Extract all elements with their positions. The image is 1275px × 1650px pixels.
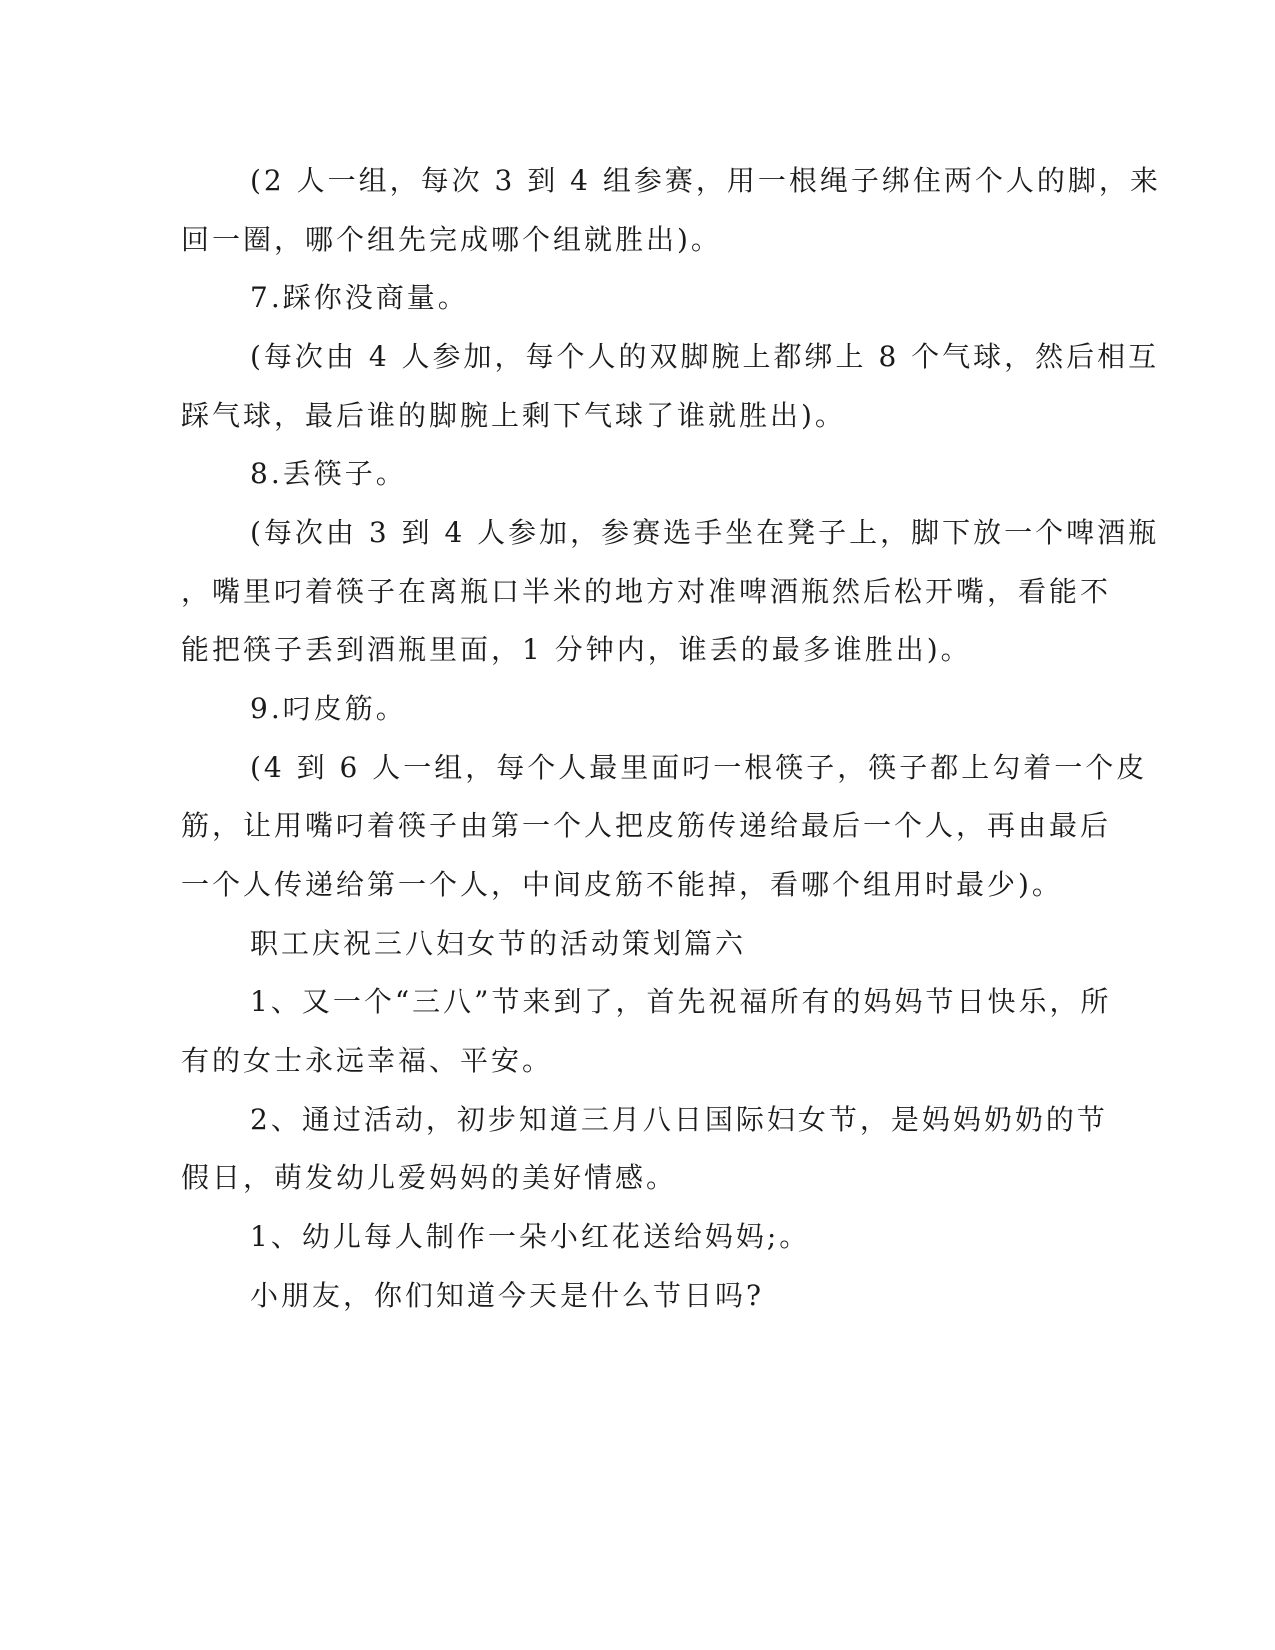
text-line-8: ，嘴里叼着筷子在离瓶口半米的地方对准啤酒瓶然后松开嘴，看能不 [181, 575, 1112, 608]
text-line-20: 小朋友，你们知道今天是什么节日吗? [250, 1279, 765, 1312]
text-line-18: 假日，萌发幼儿爱妈妈的美好情感。 [181, 1161, 678, 1194]
text-line-12: 筋，让用嘴叼着筷子由第一个人把皮筋传递给最后一个人，再由最后 [181, 809, 1112, 842]
text-line-16: 有的女士永远幸福、平安。 [181, 1044, 554, 1077]
text-line-11: (4 到 6 人一组，每个人最里面叼一根筷子，筷子都上勾着一个皮 [250, 751, 1148, 784]
text-line-7: (每次由 3 到 4 人参加，参赛选手坐在凳子上，脚下放一个啤酒瓶 [250, 516, 1160, 549]
text-line-3: 7.踩你没商量。 [250, 281, 469, 314]
text-line-17: 2、通过活动，初步知道三月八日国际妇女节，是妈妈奶奶的节 [250, 1103, 1108, 1136]
text-line-13: 一个人传递给第一个人，中间皮筋不能掉，看哪个组用时最少)。 [181, 868, 1063, 901]
text-line-9: 能把筷子丢到酒瓶里面，1 分钟内，谁丢的最多谁胜出)。 [181, 633, 972, 666]
text-line-4: (每次由 4 人参加，每个人的双脚腕上都绑上 8 个气球，然后相互 [250, 340, 1160, 373]
text-line-2: 回一圈，哪个组先完成哪个组就胜出)。 [181, 223, 722, 256]
text-line-14: 职工庆祝三八妇女节的活动策划篇六 [250, 927, 747, 960]
text-line-15: 1、又一个“三八”节来到了，首先祝福所有的妈妈节日快乐，所 [250, 985, 1112, 1018]
text-line-10: 9.叼皮筋。 [250, 692, 407, 725]
text-line-6: 8.丢筷子。 [250, 457, 407, 490]
text-line-5: 踩气球，最后谁的脚腕上剩下气球了谁就胜出)。 [181, 399, 846, 432]
text-line-1: (2 人一组，每次 3 到 4 组参赛，用一根绳子绑住两个人的脚，来 [250, 164, 1161, 197]
text-line-19: 1、幼儿每人制作一朵小红花送给妈妈;。 [250, 1220, 811, 1253]
